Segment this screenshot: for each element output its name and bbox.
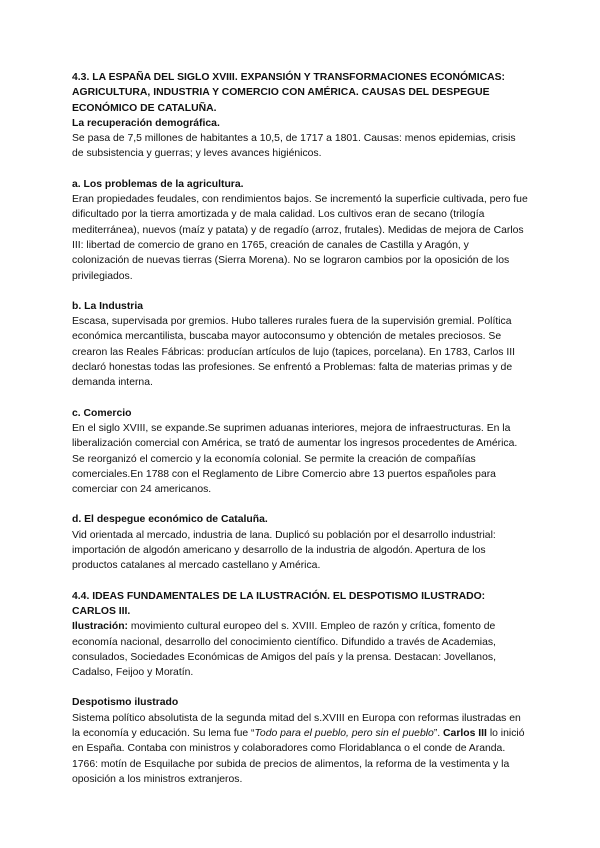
section-4-4-title: 4.4. IDEAS FUNDAMENTALES DE LA ILUSTRACIÓN. EL DESPOTISMO ILUSTRADO: CARLOS III. xyxy=(72,590,486,617)
ilustracion-text: movimiento cultural europeo del s. XVIII. Empleo de razón y crítica, fomento de economía nacional, desarrollo del conocimiento científico. Difundido a través de Academias, consulados, Sociedades Económicas de Amigos del país y la prensa. Destacan: Jovellanos, Cadalso, Feijoo y Moratín. xyxy=(72,621,496,679)
comercio-paragraph: En el siglo XVIII, se expande.Se suprimen aduanas interiores, mejora de infraestructuras. En la liberalización comercial con América, se trató de aumentar los ingresos procedentes de América. Se reorganizó el comercio y la economía colonial. Se permite la creación de compañías comerciales.En 1788 con el Reglamento de Libre Comercio abre 13 puertos españoles para comerciar con 24 americanos. xyxy=(72,422,518,496)
despotismo-text-2: ”. xyxy=(433,727,444,739)
demografia-paragraph: Se pasa de 7,5 millones de habitantes a 10,5, de 1717 a 1801. Causas: menos epidemias, crisis de subsistencia y guerras; y leves avances higiénicos. xyxy=(72,133,516,160)
despotismo-heading: Despotismo ilustrado xyxy=(72,697,179,709)
industria-paragraph: Escasa, supervisada por gremios. Hubo talleres rurales fuera de la supervisión gremial. Política económica mercantilista, buscaba mayor autoconsumo y obtención de metales preciosos. Se crearon las Reales Fábricas: producían artículos de lujo (tapices, porcelana). En 1783, Carlos III declaró honestas todas las profesiones. Se enfrentó a Problemas: falta de materias primas y de demanda interna. xyxy=(72,316,515,389)
industria-heading: b. La Industria xyxy=(72,300,144,312)
despotismo-text-1: Sistema político absolutista de la segunda mitad del s.XVIII en Europa con reformas ilustradas en la economía y educación. Su lema fue “ xyxy=(72,712,521,739)
agricultura-paragraph: Eran propiedades feudales, con rendimientos bajos. Se incrementó la superficie cultivada, pero fue dificultado por la tierra amortizada y de mala calidad. Los cultivos eran de secano (trilogía mediterránea), nuevos (maíz y patata) y de regadío (arroz, frutales). Medidas de mejora de Carlos III: libertad de comercio de grano en 1765, creación de canales de Castilla y Aragón, y colonización de nuevas tierras (Sierra Morena). No se lograron cambios por la oposición de los privilegiados. xyxy=(72,194,528,282)
ilustracion-paragraph xyxy=(72,619,528,680)
cataluna-paragraph: Vid orientada al mercado, industria de lana. Duplicó su población por el desarrollo industrial: importación de algodón americano y desarrollo de la industria de algodón. Apertura de los productos catalanes al mercado castellano y América. xyxy=(72,529,496,572)
despotismo-paragraph xyxy=(72,711,528,757)
despotismo-text-3: lo inició en España. Contaba con ministros y colaboradores como Floridablanca o el conde de Aranda. xyxy=(72,727,525,755)
cataluna-heading: d. El despegue económico de Cataluña. xyxy=(72,514,268,526)
esquilache-paragraph: 1766: motín de Esquilache por subida de precios de alimentos, la reforma de la vestimenta y la oposición a los ministros extranjeros. xyxy=(72,758,510,785)
agricultura-heading: a. Los problemas de la agricultura. xyxy=(72,178,244,190)
demografia-heading: La recuperación demográfica. xyxy=(72,117,220,129)
carlos-iii-label: Carlos III xyxy=(443,727,487,739)
despotismo-motto: Todo para el pueblo, pero sin el pueblo xyxy=(254,727,434,739)
ilustracion-label: Ilustración: xyxy=(72,621,129,633)
document-page xyxy=(72,70,528,787)
comercio-heading: c. Comercio xyxy=(72,407,132,419)
section-4-3-title: 4.3. LA ESPAÑA DEL SIGLO XVIII. EXPANSIÓN Y TRANSFORMACIONES ECONÓMICAS: AGRICULTURA, INDUSTRIA Y COMERCIO CON AMÉRICA. CAUSAS DEL DESPEGUE ECONÓMICO DE CATALUÑA. xyxy=(72,72,505,114)
